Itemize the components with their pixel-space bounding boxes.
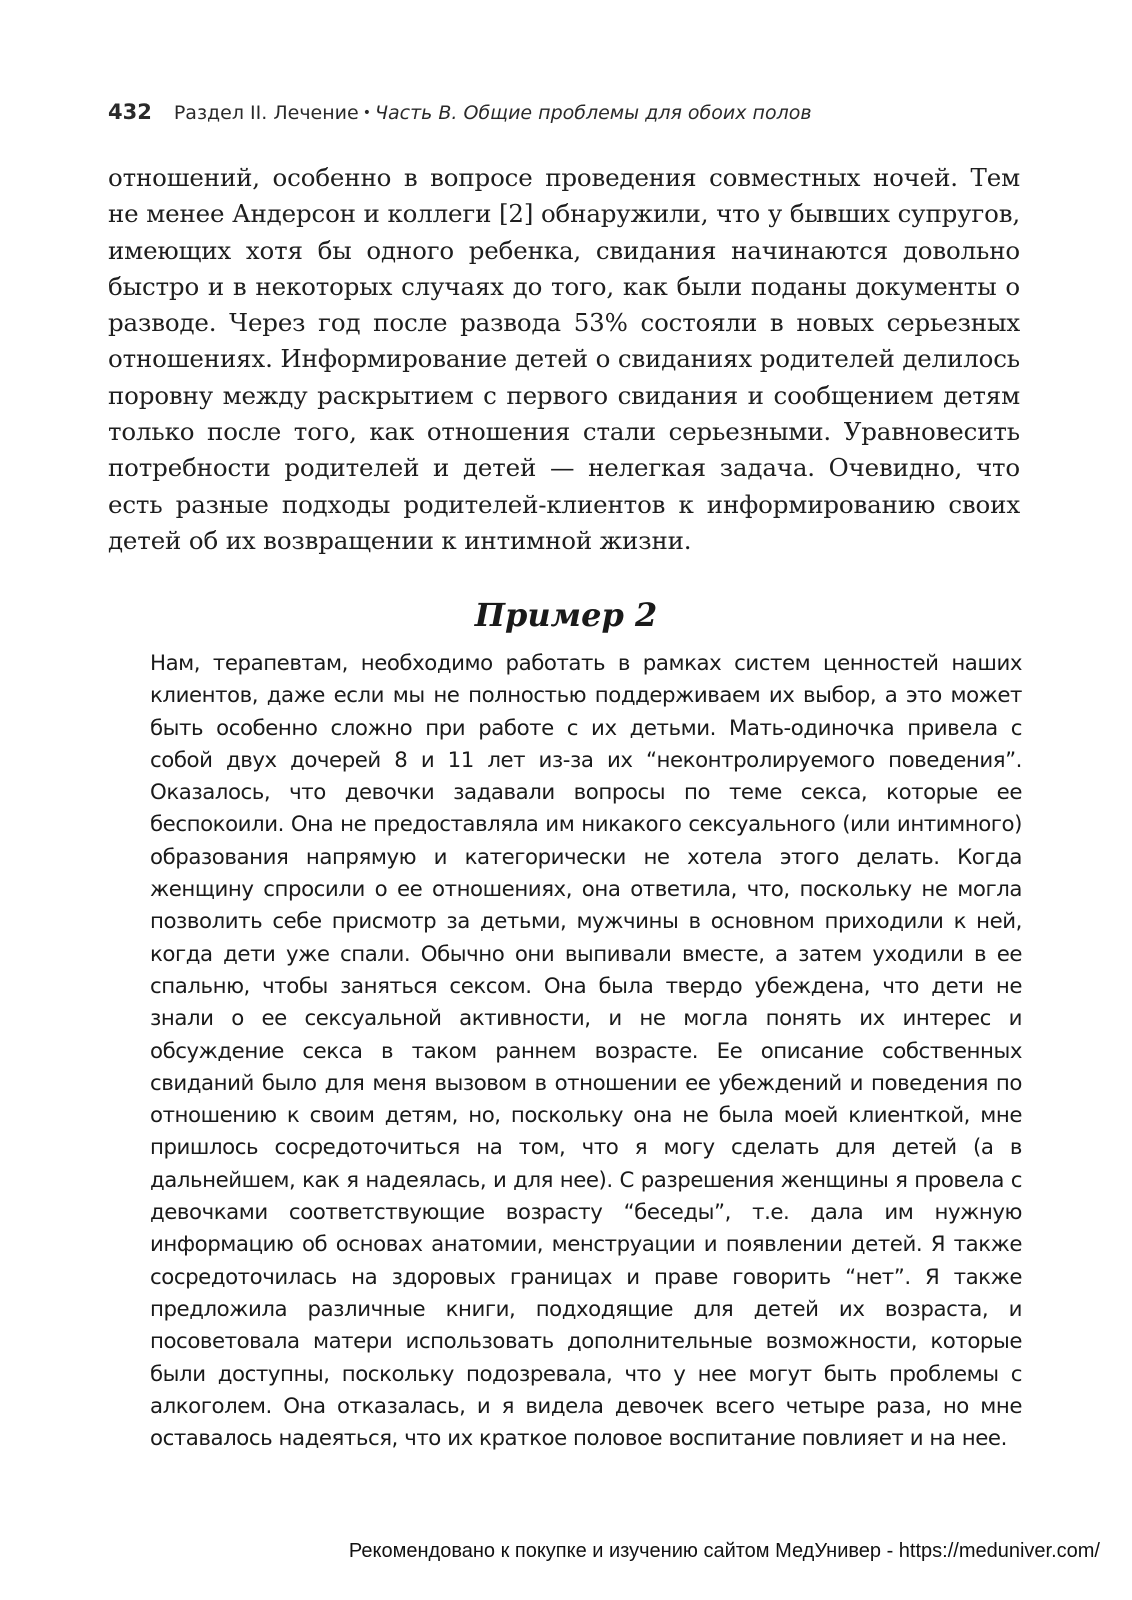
example-heading: Пример 2 <box>474 596 658 634</box>
part-title: Часть В. Общие проблемы для обоих полов <box>374 102 812 124</box>
footer-watermark: Рекомендовано к покупке и изучению сайтом МедУнивер - https://meduniver.com/ <box>348 1540 1100 1562</box>
page-number: 432 <box>108 100 152 124</box>
body-paragraph: отношений, особенно в вопросе проведения совместных ночей. Тем не менее Андерсон и коллеги [2] обнаружили, что у бывших супругов, имеющих хотя бы одного ребенка, свидания начинаются довольно быстро и в некоторых случаях до того, как были поданы документы о разводе. Через год после развода 53% состояли в новых серьезных отношениях. Информирование детей о свиданиях родителей делилось поровну между раскрытием с первого свидания и сообщением детям только после того, как отношения стали серьезными. Уравновесить потребности родителей и детей — нелегкая задача. Очевидно, что есть разные подходы родителей-клиентов к информированию своих детей об их возвращении к интимной жизни. <box>108 163 1020 555</box>
separator-bullet-icon: • <box>362 105 371 121</box>
running-head <box>108 100 1028 124</box>
example-text: Нам, терапевтам, необходимо работать в рамках систем ценностей наших клиентов, даже если мы не полностью поддерживаем их выбор, а это может быть особенно сложно при работе с их детьми. Мать-одиночка привела с собой двух дочерей 8 и 11 лет из-за их “неконтролируемого поведения”. Оказалось, что девочки задавали вопросы по теме секса, которые ее беспокоили. Она не предоставляла им никакого сексуального (или интимного) образования напрямую и категорически не хотела этого делать. Когда женщину спросили о ее отношениях, она ответила, что, поскольку не могла позволить себе присмотр за детьми, мужчины в основном приходили к ней, когда дети уже спали. Обычно они выпивали вместе, а затем уходили в ее спальню, чтобы заняться сексом. Она была твердо убеждена, что дети не знали о ее сексуальной активности, и не могла понять их интерес и обсуждение секса в таком раннем возрасте. Ее описание собственных свиданий было для меня вызовом в отношении ее убеждений и поведения по отношению к своим детям, но, поскольку она не была моей клиенткой, мне пришлось сосредоточиться на том, что я могу сделать для детей (а в дальнейшем, как я надеялась, и для нее). С разрешения женщины я провела с девочками соответствующие возрасту “беседы”, т.е. дала им нужную информацию об основах анатомии, менструации и появлении детей. Я также сосредоточилась на здоровых границах и праве говорить “нет”. Я также предложила различные книги, подходящие для детей их возраста, и посоветовала матери использовать дополнительные возможности, которые были доступны, поскольку подозревала, что у нее могут быть проблемы с алкоголем. Она отказалась, и я видела девочек всего четыре раза, но мне оставалось надеяться, что их краткое половое воспитание повлияет и на нее. <box>150 651 1022 1452</box>
section-title: Раздел II. Лечение <box>173 102 359 124</box>
